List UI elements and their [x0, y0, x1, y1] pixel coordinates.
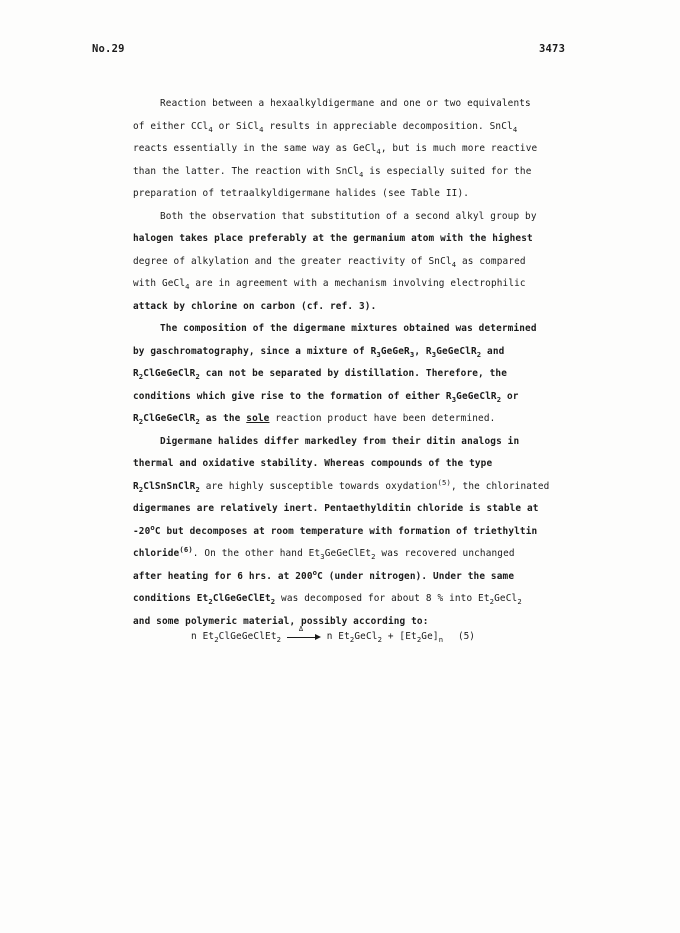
- page-number: 3473: [539, 43, 566, 55]
- paragraph-4-line-1: Digermane halides differ markedley from their ditin analogs in: [160, 435, 520, 447]
- paragraph-4-line-6: chloride$^{(6)}$. On the other hand $Et_3GeGeClEt_2$ was recovered unchanged: [133, 545, 515, 561]
- paragraph-4-line-3: $R_2ClSnSnClR_2$ are highly susceptible towards oxydation$^{(5)}$, the chlorinated: [133, 477, 550, 494]
- paragraph-1-line-2: of either CCl$_4$ or SiCl$_4$ results in appreciable decomposition. SnCl$_4$: [133, 120, 518, 134]
- paragraph-1-line-3: reacts essentially in the same way as GeCl$_4$, but is much more reactive: [133, 143, 538, 156]
- paragraph-2-line-5: attack by chlorine on carbon (cf. ref. 3).: [133, 300, 377, 312]
- paragraph-4-line-4: digermanes are relatively inert. Pentaethylditin chloride is stable at: [133, 503, 539, 514]
- paragraph-2-line-2: halogen takes place preferably at the germanium atom with the highest: [133, 233, 533, 244]
- paragraph-3-line-5: $R_2ClGeGeClR_2$ as the sole reaction product have been determined.: [133, 413, 496, 426]
- paragraph-3-line-1: The composition of the digermane mixtures obtained was determined: [160, 323, 537, 334]
- paragraph-2-line-4: with GeCl$_4$ are in agreement with a mechanism involving electrophilic: [133, 278, 526, 291]
- paragraph-1-line-4: than the latter. The reaction with SnCl$_4$ is especially suited for the: [133, 165, 532, 179]
- reaction-equation: n $Et_2ClGeGeClEt_2$ Δ n $Et_2GeCl_2 + [Et_2Ge]_n$: [191, 624, 444, 644]
- paragraph-3-line-3: $R_2ClGeGeClR_2$ can not be separated by distillation. Therefore, the: [133, 368, 508, 381]
- paragraph-4-line-8: conditions $Et_2ClGeGeClEt_2$ was decomposed for about 8 % into $Et_2GeCl_2$: [133, 593, 522, 606]
- body-text: [133, 96, 550, 636]
- paragraph-3-line-4: conditions which give rise to the formation of either $R_3GeGeClR_2$ or: [133, 390, 519, 404]
- journal-issue-number: No.29: [92, 43, 125, 55]
- paragraph-2-line-3: degree of alkylation and the greater reactivity of SnCl$_4$ as compared: [133, 255, 526, 269]
- paragraph-4-line-7: after heating for 6 hrs. at 200$^o$C (under nitrogen). Under the same: [133, 567, 515, 582]
- paragraph-4-line-9: and some polymeric material, possibly according to:: [133, 615, 429, 627]
- paragraph-1-line-1: Reaction between a hexaalkyldigermane and one or two equivalents: [160, 98, 531, 109]
- paragraph-3-line-2: by gaschromatography, since a mixture of $R_3GeGeR_3$, $R_3GeGeClR_2$ and: [133, 345, 505, 359]
- paragraph-4-line-2: thermal and oxidative stability. Whereas compounds of the type: [133, 458, 493, 469]
- equation-number: (5): [458, 631, 475, 642]
- paragraph-4-line-5: -20$^o$C but decomposes at room temperature with formation of triethyltin: [133, 522, 538, 537]
- reaction-arrow-icon: [287, 624, 321, 642]
- paragraph-1-line-5: preparation of tetraalkyldigermane halides (see Table II).: [133, 188, 470, 199]
- paragraph-2-line-1: Both the observation that substitution of a second alkyl group by: [160, 210, 537, 222]
- heat-delta-symbol: Δ: [298, 624, 304, 633]
